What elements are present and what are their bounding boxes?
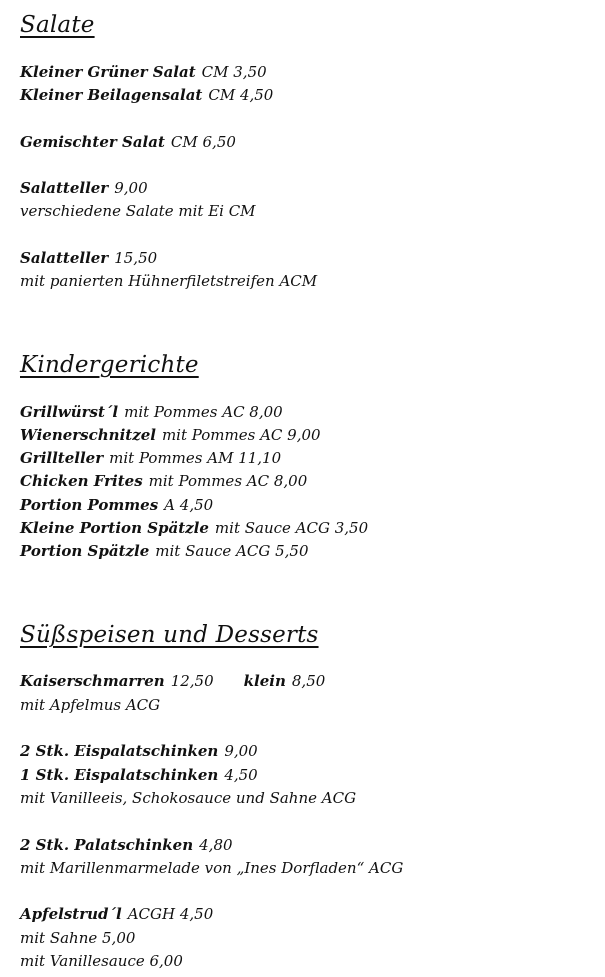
item-small-label: klein — [243, 672, 286, 690]
menu-item — [20, 62, 267, 82]
menu-item — [20, 741, 258, 761]
item-price: 12,50 — [170, 672, 214, 690]
item-info: CM 3,50 — [201, 63, 267, 81]
item-description: mit Marillenmarmelade von „Ines Dorfladen“ ACG — [20, 859, 404, 877]
menu-item — [20, 541, 308, 561]
item-description: mit Vanilleeis, Schokosauce und Sahne ACG — [20, 789, 357, 807]
item-price: 4,80 — [199, 836, 233, 854]
section-title-kindergerichte: Kindergerichte — [20, 352, 199, 378]
menu-item — [20, 402, 283, 422]
item-name: 1 Stk. Eispalatschinken — [20, 766, 219, 784]
section-title-salate: Salate — [20, 12, 95, 38]
menu-item — [20, 448, 281, 468]
item-name: Kleiner Beilagensalat — [20, 86, 203, 104]
item-info: mit Pommes AC 8,00 — [124, 403, 283, 421]
item-name: Kleine Portion Spätzle — [20, 519, 209, 537]
menu-item — [20, 671, 325, 691]
item-description: verschiedene Salate mit Ei CM — [20, 202, 256, 220]
item-name: Chicken Frites — [20, 472, 143, 490]
item-info: mit Sauce ACG 5,50 — [155, 542, 309, 560]
item-info: CM 4,50 — [208, 86, 274, 104]
item-info: mit Pommes AM 11,10 — [109, 449, 282, 467]
menu-item — [20, 495, 213, 515]
item-name: Salatteller — [20, 249, 109, 267]
menu-item — [20, 904, 213, 924]
item-small-price: 8,50 — [291, 672, 326, 690]
item-info: mit Pommes AC 8,00 — [148, 472, 308, 490]
section-title-desserts: Süßspeisen und Desserts — [20, 622, 319, 648]
menu-item — [20, 471, 307, 491]
menu-item — [20, 248, 157, 268]
menu-item — [20, 85, 273, 105]
item-name: Kleiner Grüner Salat — [20, 63, 196, 81]
item-info: A 4,50 — [164, 496, 214, 514]
item-description: mit Apfelmus ACG — [20, 696, 161, 714]
item-info: CM 6,50 — [170, 133, 236, 151]
item-name: Portion Pommes — [20, 496, 159, 514]
item-info: mit Pommes AC 9,00 — [161, 426, 321, 444]
item-price: 9,00 — [224, 742, 258, 760]
item-info: 9,00 — [114, 179, 148, 197]
menu-item — [20, 178, 148, 198]
item-info: ACGH 4,50 — [127, 905, 214, 923]
item-name: Portion Spätzle — [20, 542, 150, 560]
item-name: Wienerschnitzel — [20, 426, 156, 444]
item-variant: mit Vanillesauce 6,00 — [20, 952, 183, 970]
item-info: mit Sauce ACG 3,50 — [214, 519, 369, 537]
item-name: Kaiserschmarren — [20, 672, 165, 690]
item-name: Grillteller — [20, 449, 104, 467]
item-name: Apfelstrud´l — [20, 905, 122, 923]
menu-item — [20, 425, 321, 445]
item-name: 2 Stk. Eispalatschinken — [20, 742, 219, 760]
menu-item — [20, 835, 233, 855]
item-name: Salatteller — [20, 179, 109, 197]
item-name: 2 Stk. Palatschinken — [20, 836, 194, 854]
item-name: Grillwürst´l — [20, 403, 119, 421]
item-price: 4,50 — [224, 766, 258, 784]
item-variant: mit Sahne 5,00 — [20, 929, 136, 947]
item-info: 15,50 — [114, 249, 158, 267]
menu-item — [20, 132, 236, 152]
menu-item — [20, 518, 368, 538]
item-name: Gemischter Salat — [20, 133, 165, 151]
item-description: mit panierten Hühnerfiletstreifen ACM — [20, 272, 318, 290]
menu-item — [20, 765, 258, 785]
